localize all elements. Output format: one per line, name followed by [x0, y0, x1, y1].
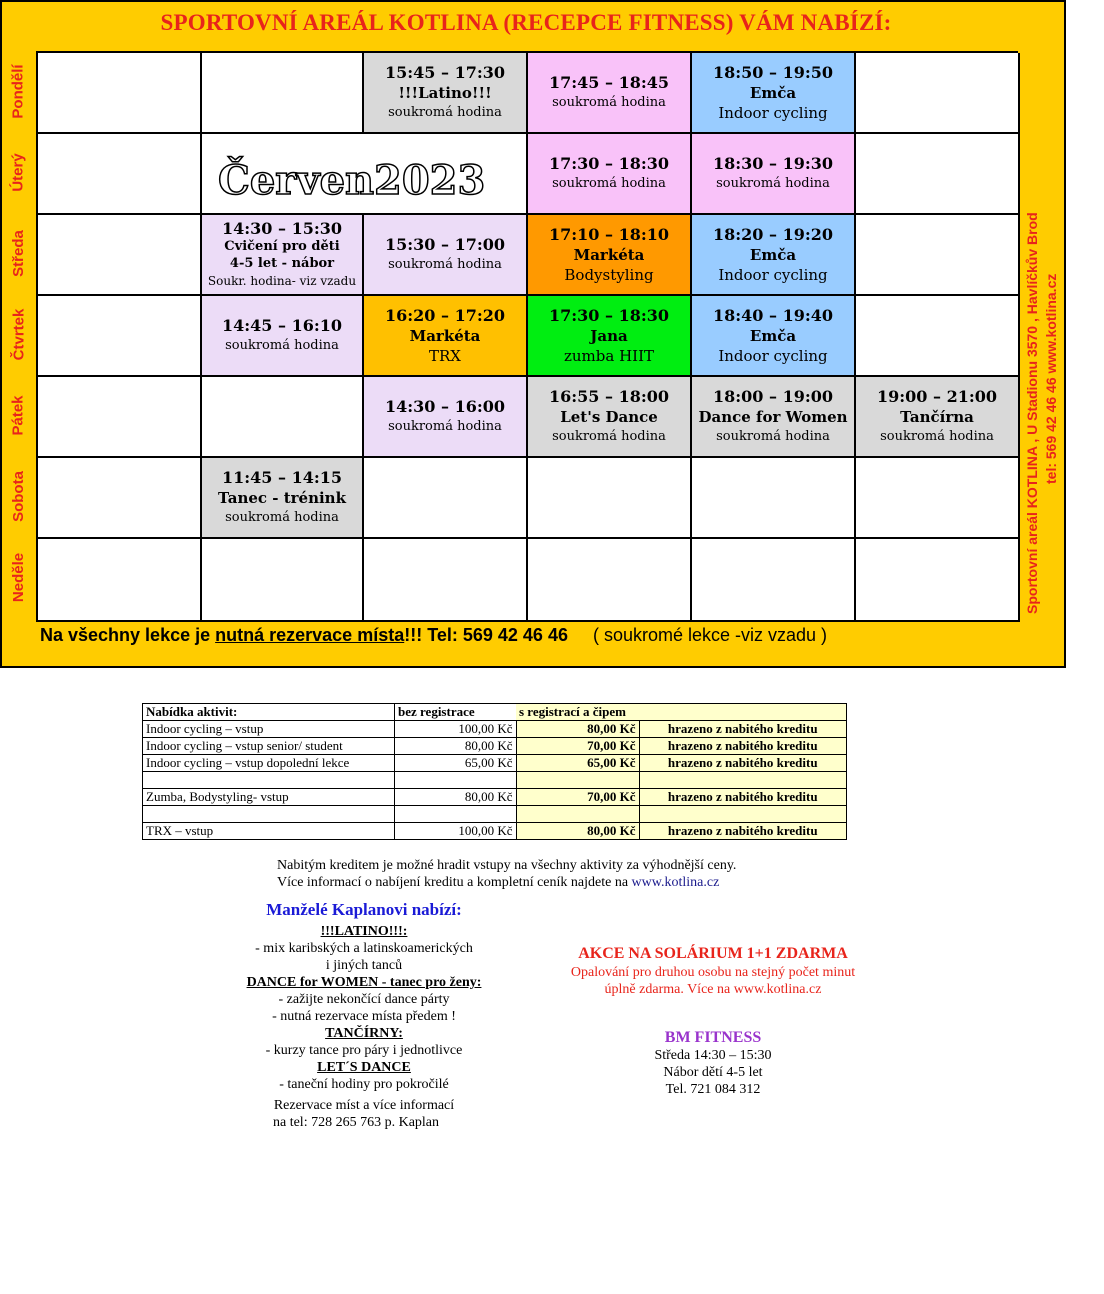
lesson-cell: 15:45 – 17:30 !!!Latino!!! soukromá hodina	[364, 53, 528, 134]
schedule-poster	[0, 0, 1066, 668]
day-label-saturday: Sobota	[10, 471, 27, 522]
empty-cell	[38, 134, 202, 215]
table-row	[143, 806, 847, 823]
lesson-cell: 17:45 – 18:45 soukromá hodina	[528, 53, 692, 134]
year-title: 2023	[374, 157, 486, 204]
lesson-cell: 19:00 – 21:00 Tančírna soukromá hodina	[856, 377, 1020, 458]
empty-cell	[202, 539, 364, 622]
empty-cell	[38, 53, 202, 134]
lesson-cell: 14:30 – 16:00 soukromá hodina	[364, 377, 528, 458]
lesson-cell: 17:30 – 18:30 soukromá hodina	[528, 134, 692, 215]
empty-cell	[856, 215, 1020, 296]
lesson-cell: 18:50 – 19:50 Emča Indoor cycling	[692, 53, 856, 134]
kaplan-heading: Manželé Kaplanovi nabízí:	[266, 900, 462, 919]
website-link[interactable]: www.kotlina.cz	[631, 875, 720, 890]
table-row: Indoor cycling – vstup dopolední lekce 65,00 Kč 65,00 Kč hrazeno z nabitého kreditu	[143, 755, 847, 772]
empty-cell	[528, 458, 692, 539]
day-label-tuesday: Úterý	[10, 153, 28, 192]
empty-cell	[856, 53, 1020, 134]
lesson-cell: 18:00 – 19:00 Dance for Women soukromá hodina	[692, 377, 856, 458]
lesson-cell: 18:20 – 19:20 Emča Indoor cycling	[692, 215, 856, 296]
day-label-thursday: Čtvrtek	[10, 308, 27, 361]
table-row: Indoor cycling – vstup 100,00 Kč 80,00 Kč hrazeno z nabitého kreditu	[143, 721, 847, 738]
table-row: TRX – vstup 100,00 Kč 80,00 Kč hrazeno z nabitého kreditu	[143, 823, 847, 840]
lesson-cell: 16:55 – 18:00 Let's Dance soukromá hodina	[528, 377, 692, 458]
solarium-heading: AKCE NA SOLÁRIUM 1+1 ZDARMA	[578, 945, 848, 962]
schedule-grid	[36, 51, 1018, 622]
lesson-cell: 16:20 – 17:20 Markéta TRX	[364, 296, 528, 377]
day-label-friday: Pátek	[10, 395, 27, 436]
table-header-row: Nabídka aktivit: bez registrace s registrací a čipem	[143, 704, 847, 721]
table-row: Indoor cycling – vstup senior/ student 80,00 Kč 70,00 Kč hrazeno z nabitého kreditu	[143, 738, 847, 755]
empty-cell	[364, 458, 528, 539]
lesson-cell: 17:30 – 18:30 Jana zumba HIIT	[528, 296, 692, 377]
lesson-cell: 18:30 – 19:30 soukromá hodina	[692, 134, 856, 215]
bm-heading: BM FITNESS	[664, 1029, 762, 1046]
empty-cell	[38, 539, 202, 622]
poster-title: SPORTOVNÍ AREÁL KOTLINA (RECEPCE FITNESS) VÁM NABÍZÍ:	[160, 10, 892, 35]
empty-cell	[38, 458, 202, 539]
empty-cell	[692, 539, 856, 622]
empty-cell	[364, 539, 528, 622]
address-text: Sportovní areál KOTLINA , U Stadionu 3570 , Havlíčkův Brod	[1024, 212, 1040, 614]
month-title: Červen	[218, 157, 375, 204]
day-label-sunday: Neděle	[10, 552, 28, 603]
table-row: Zumba, Bodystyling- vstup 80,00 Kč 70,00 Kč hrazeno z nabitého kreditu	[143, 789, 847, 806]
reservation-note: Na všechny lekce je nutná rezervace místa!!! Tel: 569 42 46 46 ( soukromé lekce -viz vzadu )	[40, 625, 828, 645]
empty-cell	[856, 134, 1020, 215]
lesson-cell: 17:10 – 18:10 Markéta Bodystyling	[528, 215, 692, 296]
table-row	[143, 772, 847, 789]
empty-cell	[38, 215, 202, 296]
lesson-cell: 14:30 – 15:30 Cvičení pro děti 4-5 let - nábor Soukr. hodina- viz vzadu	[202, 215, 364, 296]
empty-cell	[856, 296, 1020, 377]
bm-fitness: BM FITNESS Středa 14:30 – 15:30 Nábor dětí 4-5 let Tel. 721 084 312	[600, 1028, 826, 1098]
solarium-offer: AKCE NA SOLÁRIUM 1+1 ZDARMA Opalování pro druhou osobu na stejný počet minut úplně zdarma. Více na www.kotlina.cz	[556, 944, 870, 998]
empty-cell	[528, 539, 692, 622]
day-label-wednesday: Středa	[10, 230, 27, 277]
address-sidebar	[1018, 52, 1066, 622]
empty-cell	[202, 377, 364, 458]
empty-cell	[202, 53, 364, 134]
day-labels	[2, 2, 35, 618]
price-table	[142, 703, 847, 840]
day-label-monday: Pondělí	[10, 64, 28, 119]
lesson-cell: 18:40 – 19:40 Emča Indoor cycling	[692, 296, 856, 377]
lesson-cell: 15:30 – 17:00 soukromá hodina	[364, 215, 528, 296]
empty-cell	[692, 458, 856, 539]
empty-cell	[856, 458, 1020, 539]
credit-info: Nabitým kreditem je možné hradit vstupy na všechny aktivity za výhodnější ceny. Více informací o nabíjení kreditu a kompletní ceník najdete na www.kotlina.cz	[277, 858, 737, 890]
lesson-cell: 11:45 – 14:15 Tanec - trénink soukromá hodina	[202, 458, 364, 539]
empty-cell	[856, 539, 1020, 622]
kaplan-offer: Manželé Kaplanovi nabízí: !!!LATINO!!!: - mix karibských a latinskoamerických i jiných tanců DANCE for WOMEN - tanec pro ženy: - zažijte nekončící dance párty - nutná rezervace místa předem ! TANČÍRNY: - kurzy tance pro páry i jednotlivce LET´S DANCE - taneční hodiny pro pokročilé Rezervace míst a více informací na tel: 728 265 763 p. Kaplan	[222, 899, 506, 1131]
contact-text: tel: 569 42 46 46 www.kotlina.cz	[1043, 273, 1059, 484]
empty-cell	[38, 377, 202, 458]
empty-cell	[38, 296, 202, 377]
lesson-cell: 14:45 – 16:10 soukromá hodina	[202, 296, 364, 377]
